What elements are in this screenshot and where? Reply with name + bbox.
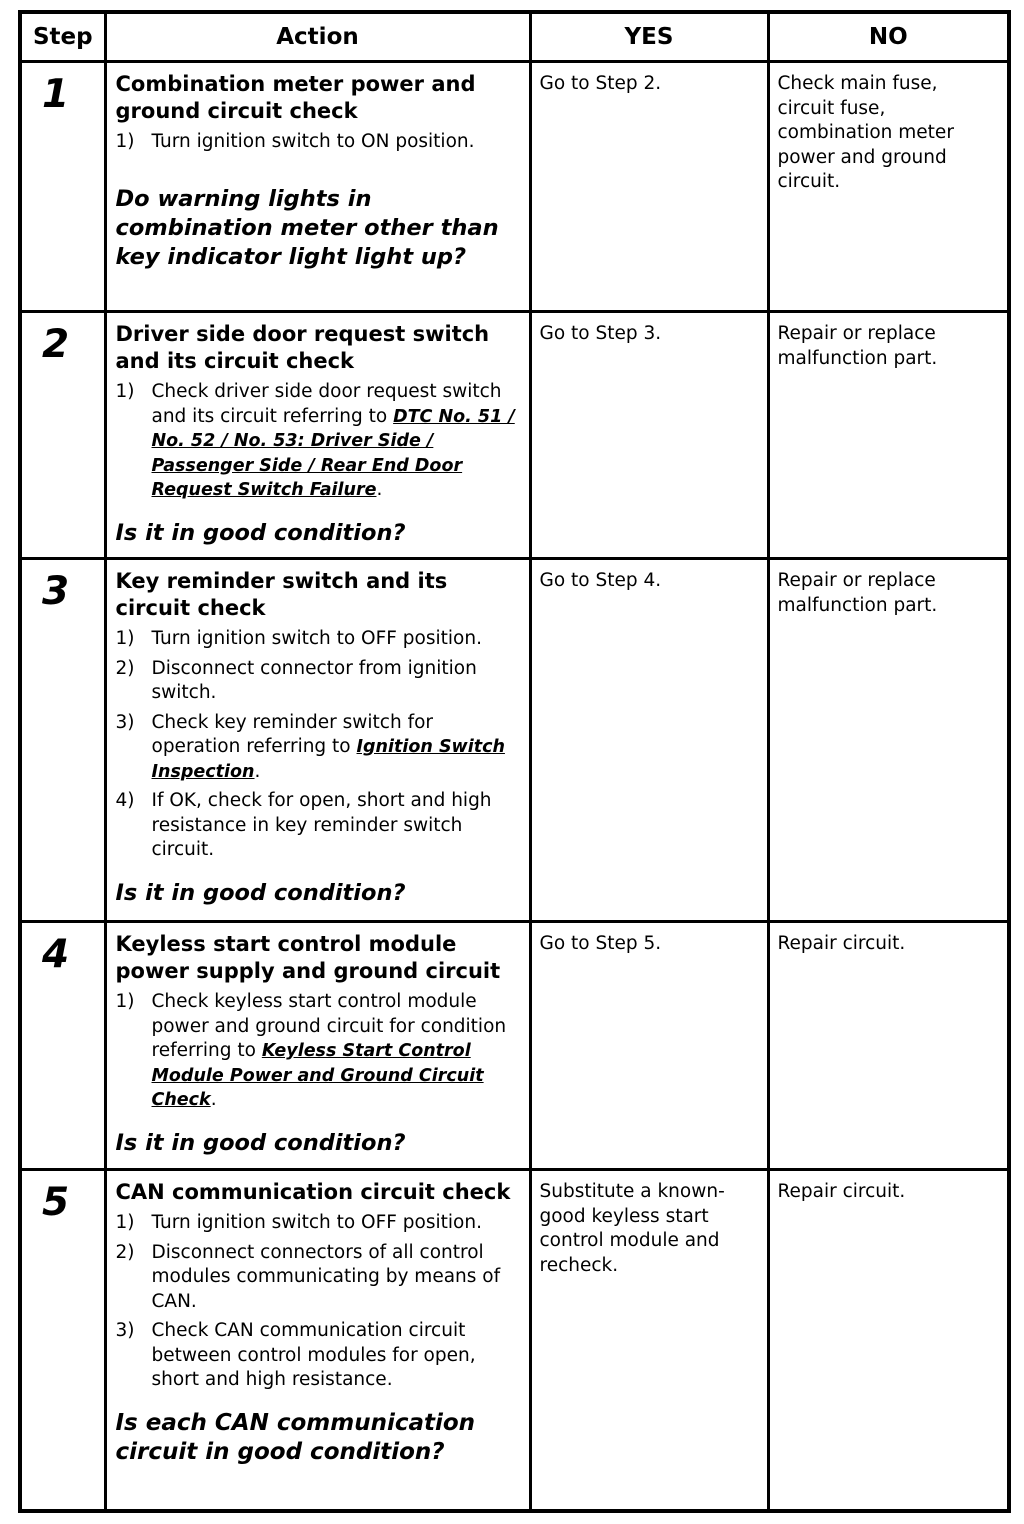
- item-text: Turn ignition switch to OFF position.: [151, 1212, 482, 1233]
- step-number-cell: [20, 62, 105, 312]
- no-cell: [768, 312, 1009, 559]
- question: Is each CAN communication circuit in good condition?: [115, 1409, 476, 1465]
- header-action: Action: [105, 12, 530, 62]
- action-item: [116, 1241, 519, 1315]
- reference-link[interactable]: Ignition Switch Inspection: [151, 737, 505, 782]
- action-item: [116, 789, 519, 863]
- no-text: Repair circuit.: [777, 933, 906, 954]
- yes-text: Go to Step 3.: [539, 323, 662, 344]
- step-number-cell: [20, 559, 105, 922]
- item-number: 1): [115, 628, 135, 649]
- action-title: Key reminder switch and its circuit check: [115, 569, 448, 620]
- reference-link[interactable]: Keyless Start Control Module Power and Ground Circuit Check: [151, 1041, 484, 1110]
- header-step: Step: [20, 12, 105, 62]
- step-number-cell: [20, 312, 105, 559]
- action-cell: [105, 312, 530, 559]
- item-text: Check driver side door request switch and its circuit referring to: [151, 381, 502, 427]
- yes-text: Go to Step 2.: [539, 73, 662, 94]
- step-number: 4: [42, 932, 70, 977]
- no-text: Repair circuit.: [777, 1181, 906, 1202]
- item-text: If OK, check for open, short and high resistance in key reminder switch circuit.: [151, 790, 492, 860]
- action-title: Combination meter power and ground circuit check: [115, 72, 476, 123]
- item-number: 1): [115, 131, 135, 152]
- no-text: Repair or replace malfunction part.: [777, 570, 938, 616]
- no-text: Check main fuse, circuit fuse, combination meter power and ground circuit.: [777, 73, 954, 192]
- action-cell: [105, 62, 530, 312]
- action-title: Keyless start control module power supply and ground circuit: [115, 932, 501, 983]
- yes-cell: [530, 559, 768, 922]
- item-text: Turn ignition switch to OFF position.: [151, 628, 482, 649]
- step-row-3: [20, 559, 1009, 922]
- item-number: 1): [115, 1212, 135, 1233]
- item-text-end: .: [376, 479, 383, 500]
- yes-cell: [530, 62, 768, 312]
- item-text: Check CAN communication circuit between control modules for open, short and high resistance.: [151, 1320, 476, 1390]
- question: Do warning lights in combination meter other than key indicator light light up?: [115, 185, 499, 270]
- action-cell: [105, 922, 530, 1170]
- item-number: 3): [115, 711, 135, 733]
- header-no: NO: [768, 12, 1009, 62]
- header-row: [20, 12, 1009, 62]
- action-title: Driver side door request switch and its circuit check: [115, 322, 490, 373]
- action-cell: [105, 559, 530, 922]
- step-number: 5: [42, 1180, 70, 1225]
- header-yes: YES: [530, 12, 768, 62]
- reference-link[interactable]: DTC No. 51 / No. 52 / No. 53: Driver Side / Passenger Side / Rear End Door Request Switch Failure: [151, 406, 515, 500]
- action-item: [116, 711, 519, 785]
- question: Is it in good condition?: [115, 519, 406, 546]
- no-text: Repair or replace malfunction part.: [777, 323, 938, 369]
- step-number-cell: [20, 922, 105, 1170]
- no-cell: [768, 922, 1009, 1170]
- item-number: 3): [115, 1320, 135, 1341]
- action-item: [116, 130, 519, 155]
- step-row-2: [20, 312, 1009, 559]
- item-number: 4): [115, 790, 135, 811]
- item-number: 2): [115, 657, 135, 679]
- question: Is it in good condition?: [115, 1129, 406, 1156]
- step-row-4: [20, 922, 1009, 1170]
- item-text-end: .: [254, 760, 261, 782]
- action-item: [116, 380, 519, 503]
- action-item: [116, 1211, 519, 1236]
- step-row-5: [20, 1170, 1009, 1511]
- yes-cell: [530, 1170, 768, 1511]
- item-text: Disconnect connectors of all control modules communicating by means of CAN.: [151, 1241, 501, 1312]
- question: Is it in good condition?: [115, 879, 406, 906]
- step-number: 3: [42, 569, 70, 614]
- yes-cell: [530, 312, 768, 559]
- yes-text: Substitute a known-good keyless start control module and recheck.: [539, 1181, 725, 1276]
- item-text: Check key reminder switch for operation referring to: [151, 711, 434, 757]
- step-number: 1: [42, 72, 70, 117]
- step-row-1: [20, 62, 1009, 312]
- item-text: Turn ignition switch to ON position.: [151, 131, 475, 152]
- action-cell: [105, 1170, 530, 1511]
- item-number: 2): [115, 1241, 135, 1263]
- item-text: Disconnect connector from ignition switch.: [151, 657, 477, 703]
- step-number-cell: [20, 1170, 105, 1511]
- item-number: 1): [115, 381, 135, 402]
- yes-cell: [530, 922, 768, 1170]
- action-item: [116, 657, 519, 706]
- action-item: [116, 1319, 519, 1393]
- step-number: 2: [42, 322, 70, 367]
- item-text: Check keyless start control module power and ground circuit for condition referring to: [151, 991, 507, 1061]
- no-cell: [768, 1170, 1009, 1511]
- action-title: CAN communication circuit check: [115, 1180, 511, 1204]
- yes-text: Go to Step 5.: [539, 933, 662, 954]
- no-cell: [768, 559, 1009, 922]
- item-text-end: .: [210, 1089, 217, 1110]
- item-number: 1): [115, 991, 135, 1012]
- diagnostic-table: [18, 10, 1011, 1513]
- action-item: [116, 990, 519, 1113]
- action-item: [116, 627, 519, 652]
- no-cell: [768, 62, 1009, 312]
- yes-text: Go to Step 4.: [539, 570, 662, 591]
